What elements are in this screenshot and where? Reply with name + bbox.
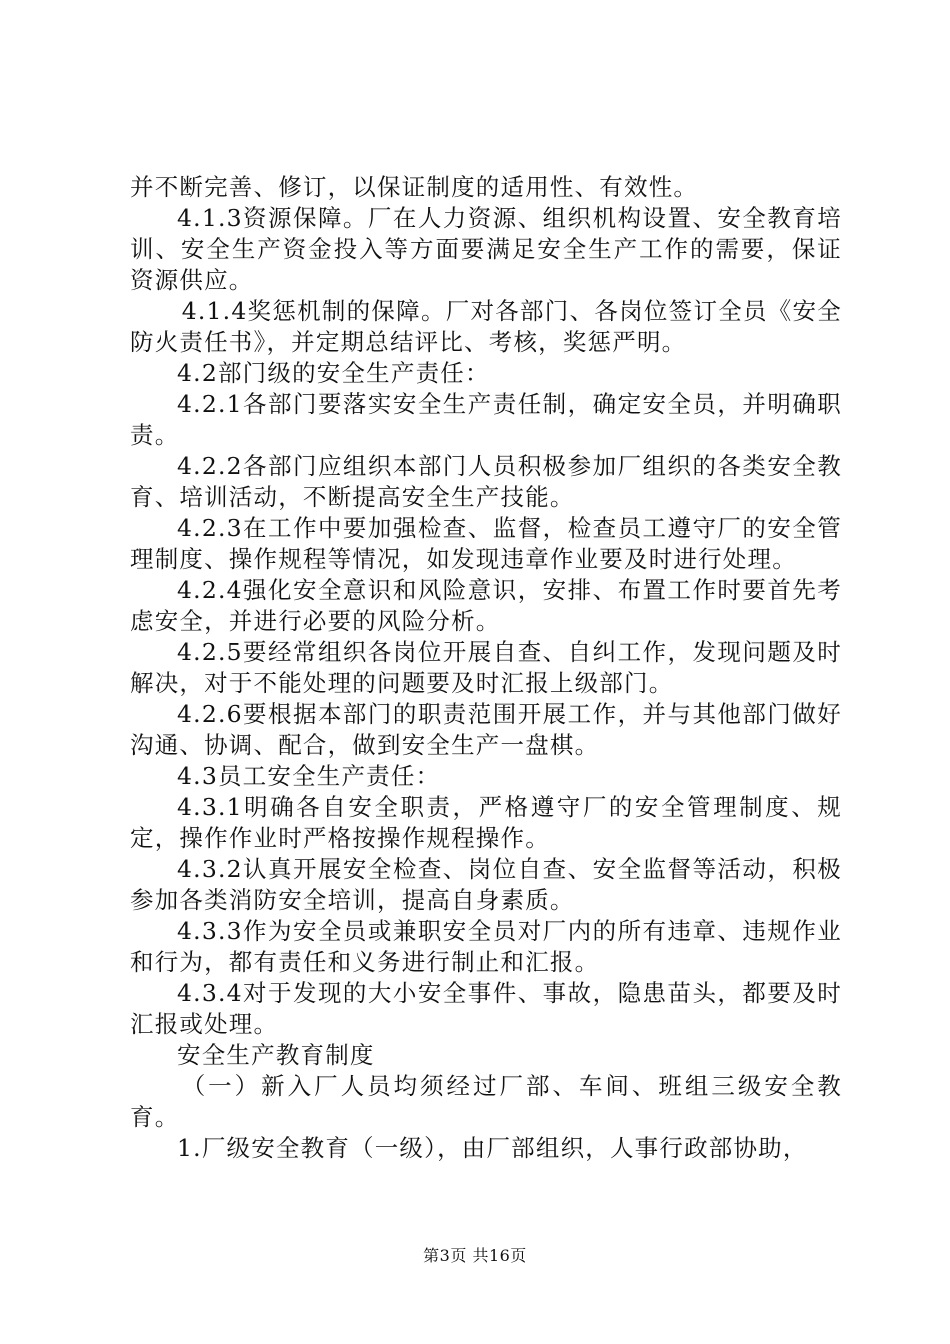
paragraph-new-employees: （一）新入厂人员均须经过厂部、车间、班组三级安全教育。	[130, 1072, 842, 1131]
section-heading-safety-education: 安全生产教育制度	[177, 1041, 375, 1069]
paragraph-continuation: 并不断完善、修订，以保证制度的适用性、有效性。	[130, 173, 699, 201]
paragraph-factory-level-education: 1.厂级安全教育（一级），由厂部组织，人事行政部协助，	[177, 1134, 808, 1162]
paragraph-4-2-5: 4.2.5要经常组织各岗位开展自查、自纠工作，发现问题及时解决，对于不能处理的问题要及时汇报上级部门。	[130, 638, 842, 697]
paragraph-4-3-2: 4.3.2认真开展安全检查、岗位自查、安全监督等活动，积极参加各类消防安全培训，提高自身素质。	[130, 855, 842, 914]
paragraph-4-2-4: 4.2.4强化安全意识和风险意识，安排、布置工作时要首先考虑安全，并进行必要的风险分析。	[130, 576, 842, 635]
page-footer	[0, 1243, 950, 1266]
paragraph-4-2-2: 4.2.2各部门应组织本部门人员积极参加厂组织的各类安全教育、培训活动，不断提高安全生产技能。	[130, 452, 842, 511]
paragraph-4-2-3: 4.2.3在工作中要加强检查、监督，检查员工遵守厂的安全管理制度、操作规程等情况，如发现违章作业要及时进行处理。	[130, 514, 842, 573]
paragraph-4-2-1: 4.2.1各部门要落实安全生产责任制，确定安全员，并明确职责。	[130, 390, 842, 449]
page-number-label: 第3页 共16页	[423, 1246, 527, 1265]
paragraph-4-3-4: 4.3.4对于发现的大小安全事件、事故，隐患苗头，都要及时汇报或处理。	[130, 979, 842, 1038]
section-heading-4-3: 4.3员工安全生产责任：	[177, 762, 441, 790]
paragraph-4-1-3: 4.1.3资源保障。厂在人力资源、组织机构设置、安全教育培训、安全生产资金投入等方面要满足安全生产工作的需要，保证资源供应。	[130, 204, 842, 294]
document-body	[130, 172, 842, 1164]
paragraph-4-2-6: 4.2.6要根据本部门的职责范围开展工作，并与其他部门做好沟通、协调、配合，做到安全生产一盘棋。	[130, 700, 842, 759]
section-heading-4-2: 4.2部门级的安全生产责任：	[177, 359, 490, 387]
paragraph-4-3-3: 4.3.3作为安全员或兼职安全员对厂内的所有违章、违规作业和行为，都有责任和义务进行制止和汇报。	[130, 917, 842, 976]
paragraph-4-3-1: 4.3.1明确各自安全职责，严格遵守厂的安全管理制度、规定，操作作业时严格按操作规程操作。	[130, 793, 842, 852]
paragraph-4-1-4: 4.1.4奖惩机制的保障。厂对各部门、各岗位签订全员《安全防火责任书》，并定期总结评比、考核，奖惩严明。	[130, 297, 842, 356]
